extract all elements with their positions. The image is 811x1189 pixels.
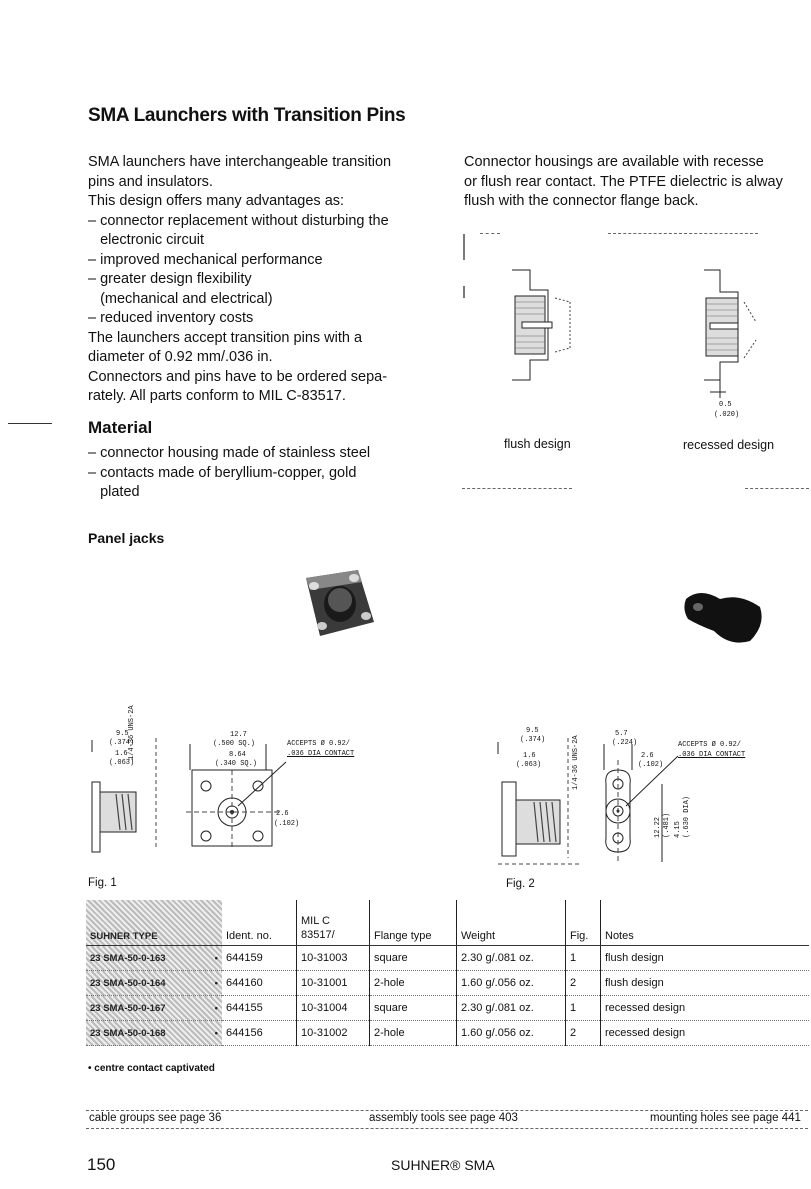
fig1-dim-b: 1.6 (115, 750, 128, 758)
mil-cell: 10-31004 (297, 996, 370, 1021)
fig1-accepts-note: ACCEPTS Ø 0.92/ (287, 740, 351, 748)
col-header-flange: Flange type (370, 900, 457, 946)
ident-cell: 644160 (222, 971, 297, 996)
fig2-dim-d-inch: (.102) (638, 761, 664, 769)
type-cell: 23 SMA-50-0-164 • (86, 971, 222, 996)
fig1-dim-e-inch: (.102) (274, 820, 300, 828)
recessed-design-drawing (680, 262, 790, 402)
weight-cell: 2.30 g/.081 oz. (457, 996, 566, 1021)
right-text (464, 153, 783, 212)
fig2-dim-f-inch: (.630 DIA) (683, 795, 691, 838)
material-line: – contacts made of beryllium-copper, gold (88, 464, 357, 481)
intro-line: – improved mechanical performance (88, 251, 323, 268)
mounting-holes-link[interactable]: mounting holes see page 441 (650, 1112, 801, 1124)
flange-cell: square (370, 996, 457, 1021)
fig1-thread: 1/4-36 UNS-2A (128, 705, 136, 760)
fig2-dim-e: 12.22 (654, 816, 662, 838)
ident-cell: 644155 (222, 996, 297, 1021)
margin-mark (8, 423, 52, 424)
type-cell: 23 SMA-50-0-163 • (86, 946, 222, 971)
fig1-label: Fig. 1 (88, 877, 117, 889)
fig2-dim-a: 9.5 (526, 727, 539, 735)
notes-cell: recessed design (601, 996, 810, 1021)
notes-cell: flush design (601, 971, 810, 996)
footnote: • centre contact captivated (88, 1063, 215, 1074)
type-cell: 23 SMA-50-0-167 • (86, 996, 222, 1021)
material-line: – connector housing made of stainless steel (88, 445, 371, 461)
fig2-dim-c: 5.7 (615, 730, 628, 738)
fig-cell: 2 (566, 971, 601, 996)
notes-cell: flush design (601, 946, 810, 971)
mil-cell: 10-31001 (297, 971, 370, 996)
flange-cell: square (370, 946, 457, 971)
fig2-dim-b-inch: (.063) (516, 761, 542, 769)
recess-dimension: 0.5 (719, 401, 732, 409)
intro-line: SMA launchers have interchangeable transition (88, 154, 392, 170)
fig2-dim-a-inch: (.374) (520, 736, 546, 744)
intro-line: (mechanical and electrical) (88, 290, 273, 307)
fig1-dim-d-inch: (.340 SQ.) (215, 760, 258, 768)
right-line: flush with the connector flange back. (464, 193, 699, 209)
table-row (86, 971, 809, 996)
ident-cell: 644156 (222, 1021, 297, 1046)
col-header-mil: MIL C 83517/ (297, 900, 370, 946)
footer-rule (86, 1128, 808, 1129)
dashed-rule (462, 488, 572, 489)
weight-cell: 2.30 g/.081 oz. (457, 946, 566, 971)
col-header-fig: Fig. (566, 900, 601, 946)
right-line: or flush rear contact. The PTFE dielectric is alway (464, 173, 783, 190)
spec-table (86, 900, 809, 1046)
col-header-type: SUHNER TYPE (86, 900, 222, 946)
mil-cell: 10-31002 (297, 1021, 370, 1046)
fig1-dim-c-inch: (.500 SQ.) (213, 740, 256, 748)
intro-line: This design offers many advantages as: (88, 193, 345, 209)
fig2-thread: 1/4-36 UNS-2A (572, 735, 580, 790)
table-row (86, 1021, 809, 1046)
fig1-dim-a: 9.5 (116, 730, 129, 738)
table-row (86, 946, 809, 971)
fig1-accepts-note-2: .036 DIA CONTACT (287, 750, 355, 758)
brand-footer: SUHNER® SMA (391, 1157, 495, 1173)
fig2-dim-b: 1.6 (523, 752, 536, 760)
flange-cell: 2-hole (370, 1021, 457, 1046)
fig2-dim-c-inch: (.224) (612, 739, 638, 747)
fig2-dim-d: 2.6 (641, 752, 654, 760)
footer-rule (86, 1110, 808, 1111)
two-hole-flange-jack-photo (680, 585, 770, 650)
intro-line: – reduced inventory costs (88, 310, 254, 326)
fig1-dim-d: 8.64 (229, 751, 246, 759)
page-title: SMA Launchers with Transition Pins (88, 105, 406, 126)
flush-design-caption: flush design (504, 437, 571, 451)
fig2-accepts-note-2: .036 DIA CONTACT (678, 751, 746, 759)
col-header-ident: Ident. no. (222, 900, 297, 946)
intro-line: diameter of 0.92 mm/.036 in. (88, 349, 273, 365)
panel-jacks-heading: Panel jacks (88, 530, 165, 546)
intro-line: The launchers accept transition pins with a (88, 329, 363, 346)
material-heading: Material (88, 418, 153, 437)
right-line: Connector housings are available with recesse (464, 154, 764, 170)
recessed-design-caption: recessed design (683, 438, 775, 452)
fig2-label: Fig. 2 (506, 878, 535, 890)
fig2-dim-e-inch: (.481) (663, 812, 671, 838)
square-flange-jack-photo (286, 566, 386, 646)
fig1-side-drawing (86, 730, 186, 860)
fig-cell: 2 (566, 1021, 601, 1046)
dashed-rule (608, 233, 758, 234)
ident-cell: 644159 (222, 946, 297, 971)
notes-cell: recessed design (601, 1021, 810, 1046)
cable-groups-link[interactable]: cable groups see page 36 (89, 1112, 222, 1124)
table-row (86, 996, 809, 1021)
col-header-weight: Weight (457, 900, 566, 946)
intro-line: – greater design flexibility (88, 271, 252, 287)
mil-cell: 10-31003 (297, 946, 370, 971)
intro-line: electronic circuit (88, 232, 205, 248)
fig2-dim-f: 4.15 (674, 821, 682, 838)
fig1-dim-e: 2.6 (276, 810, 289, 818)
fig-cell: 1 (566, 996, 601, 1021)
intro-line: Connectors and pins have to be ordered sepa- (88, 368, 388, 385)
fig1-dim-c: 12.7 (230, 731, 247, 739)
material-text (88, 444, 370, 503)
table-header-row (86, 900, 809, 946)
intro-line: – connector replacement without disturbing the (88, 212, 389, 229)
flush-design-drawing (460, 230, 610, 400)
fig1-dim-a-inch: (.374) (109, 739, 135, 747)
fig1-dim-b-inch: (.063) (109, 759, 135, 767)
intro-line: pins and insulators. (88, 173, 213, 190)
intro-line: rately. All parts conform to MIL C-83517. (88, 388, 346, 404)
weight-cell: 1.60 g/.056 oz. (457, 971, 566, 996)
fig2-accepts-note: ACCEPTS Ø 0.92/ (678, 741, 742, 749)
intro-text (88, 153, 391, 407)
type-cell: 23 SMA-50-0-168 • (86, 1021, 222, 1046)
flange-cell: 2-hole (370, 971, 457, 996)
col-header-notes: Notes (601, 900, 810, 946)
fig-cell: 1 (566, 946, 601, 971)
assembly-tools-link[interactable]: assembly tools see page 403 (369, 1112, 518, 1124)
recess-dimension-inch: (.020) (714, 411, 740, 419)
page-number: 150 (87, 1155, 116, 1174)
dashed-rule (745, 488, 809, 489)
material-line: plated (88, 484, 140, 500)
weight-cell: 1.60 g/.056 oz. (457, 1021, 566, 1046)
